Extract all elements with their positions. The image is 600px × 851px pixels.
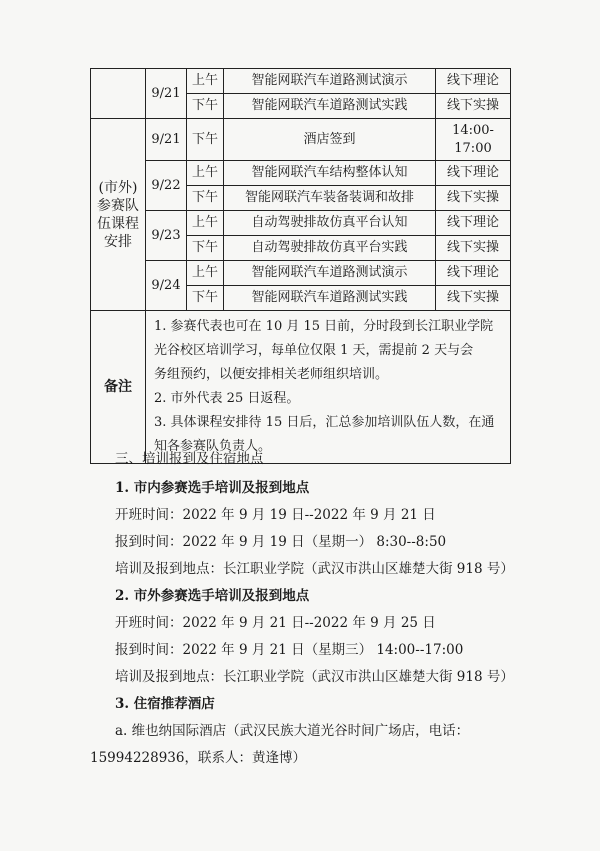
table-row — [91, 261, 511, 286]
course-cell: 智能网联汽车道路测试实践 — [224, 94, 436, 119]
period-cell: 上午 — [187, 261, 224, 286]
table-row — [91, 69, 511, 94]
notes-label: 备注 — [91, 311, 146, 464]
period-cell: 上午 — [187, 69, 224, 94]
course-cell: 智能网联汽车道路测试演示 — [224, 69, 436, 94]
empty-cell — [91, 69, 146, 119]
training-time: 开班时间：2022 年 9 月 21 日--2022 年 9 月 25 日 — [115, 615, 436, 631]
note-line: 2. 市外代表 25 日返程。 — [154, 391, 300, 406]
subsection-title: 3. 住宿推荐酒店 — [115, 696, 215, 712]
training-time: 开班时间：2022 年 9 月 19 日--2022 年 9 月 21 日 — [115, 507, 436, 523]
mode-cell: 线下理论 — [436, 69, 511, 94]
course-cell: 智能网联汽车道路测试实践 — [224, 286, 436, 311]
table-row — [91, 211, 511, 236]
mode-cell: 线下实操 — [436, 186, 511, 211]
subsection-title: 2. 市外参赛选手培训及报到地点 — [115, 588, 310, 604]
period-cell: 下午 — [187, 236, 224, 261]
mode-cell: 线下实操 — [436, 94, 511, 119]
table-row — [91, 161, 511, 186]
section-title: 三、培训报到及住宿地点 — [115, 451, 264, 467]
time-cell: 14:00- 17:00 — [436, 119, 511, 161]
period-cell: 下午 — [187, 186, 224, 211]
notes-cell — [146, 311, 511, 464]
hotel-line: a. 维也纳国际酒店（武汉民族大道光谷时间广场店，电话： — [115, 723, 470, 739]
hotel-line: 15994228936，联系人：黄逢博） — [90, 750, 306, 766]
note-line: 光谷校区培训学习，每单位仅限 1 天，需提前 2 天与会 — [154, 343, 474, 358]
mode-cell: 线下理论 — [436, 261, 511, 286]
report-place: 培训及报到地点：长江职业学院（武汉市洪山区雄楚大街 918 号） — [115, 669, 514, 685]
notes-row — [91, 311, 511, 464]
note-line: 知各参赛队负责人。 — [154, 439, 272, 454]
date-cell: 9/21 — [146, 119, 187, 161]
course-cell: 自动驾驶排故仿真平台实践 — [224, 236, 436, 261]
table-row — [91, 119, 511, 161]
report-time: 报到时间：2022 年 9 月 21 日（星期三） 14:00--17:00 — [115, 642, 464, 658]
date-cell: 9/23 — [146, 211, 187, 261]
mode-cell: 线下理论 — [436, 161, 511, 186]
course-cell: 智能网联汽车结构整体认知 — [224, 161, 436, 186]
note-line: 3. 具体课程安排待 15 日后，汇总参加培训队伍人数，在通 — [154, 415, 495, 430]
period-cell: 上午 — [187, 211, 224, 236]
group-label-cell: (市外) 参赛队 伍课程 安排 — [91, 119, 146, 311]
period-cell: 下午 — [187, 94, 224, 119]
report-place: 培训及报到地点：长江职业学院（武汉市洪山区雄楚大街 918 号） — [115, 561, 514, 577]
date-cell: 9/21 — [146, 69, 187, 119]
period-cell: 下午 — [187, 119, 224, 161]
mode-cell: 线下实操 — [436, 286, 511, 311]
course-cell: 酒店签到 — [224, 119, 436, 161]
date-cell: 9/24 — [146, 261, 187, 311]
schedule-table — [90, 68, 511, 464]
period-cell: 上午 — [187, 161, 224, 186]
subsection-title: 1. 市内参赛选手培训及报到地点 — [115, 480, 310, 496]
mode-cell: 线下理论 — [436, 211, 511, 236]
course-cell: 智能网联汽车装备装调和故排 — [224, 186, 436, 211]
mode-cell: 线下实操 — [436, 236, 511, 261]
course-cell: 智能网联汽车道路测试演示 — [224, 261, 436, 286]
date-cell: 9/22 — [146, 161, 187, 211]
period-cell: 下午 — [187, 286, 224, 311]
note-line: 1. 参赛代表也可在 10 月 15 日前，分时段到长江职业学院 — [154, 319, 494, 334]
report-time: 报到时间：2022 年 9 月 19 日（星期一） 8:30--8:50 — [115, 534, 447, 550]
note-line: 务组预约，以便安排相关老师组织培训。 — [154, 367, 389, 382]
course-cell: 自动驾驶排故仿真平台认知 — [224, 211, 436, 236]
